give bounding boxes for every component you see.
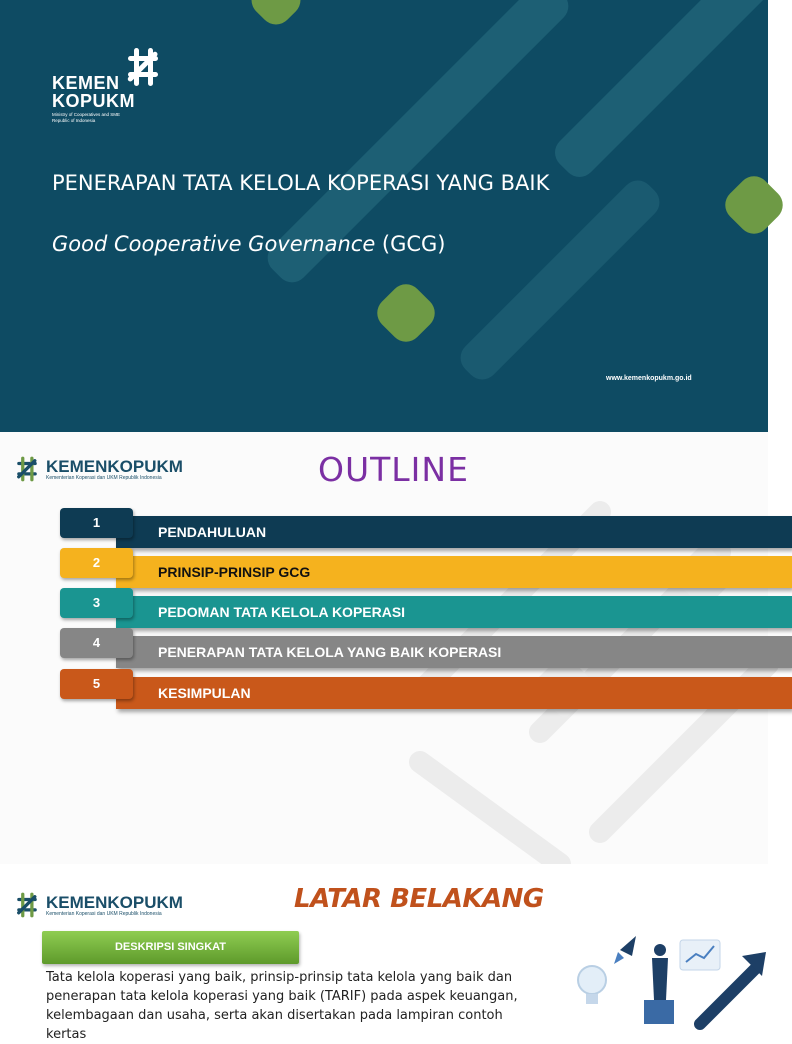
stripe-decoration	[454, 174, 666, 386]
presentation-title: PENERAPAN TATA KELOLA KOPERASI YANG BAIK	[52, 171, 550, 195]
outline-number-badge	[60, 628, 133, 658]
outline-item	[60, 588, 740, 632]
outline-number: 2	[92, 555, 101, 570]
logo-sub-line-2: Republic of Indonesia	[52, 118, 96, 123]
outline-slide	[0, 432, 768, 864]
website-url: www.kemenkopukm.go.id	[606, 375, 692, 382]
outline-item	[60, 508, 740, 552]
presentation-subtitle	[52, 229, 446, 260]
logo-line-1: KEMEN	[52, 73, 120, 93]
logo-line-2: KOPUKM	[52, 91, 135, 111]
subtitle-italic: Good Cooperative Governance	[52, 232, 376, 256]
logo-subtext: Kementerian Koperasi dan UKM Republik Indonesia	[46, 475, 162, 481]
outline-number-badge	[60, 548, 133, 578]
outline-item	[60, 548, 740, 592]
logo-text: KEMENKOPUKM	[46, 457, 183, 476]
stripe-decoration	[548, 0, 791, 184]
logo-sub-line-1: Ministry of Cooperatives and SME	[52, 112, 121, 117]
green-diamond-decoration	[719, 170, 790, 241]
outline-number-badge	[60, 508, 133, 538]
logo-subtext	[52, 112, 120, 124]
lightbulb-icon	[578, 966, 606, 1004]
logo-text: KEMENKOPUKM	[46, 893, 183, 912]
description-text: Tata kelola koperasi yang baik, prinsip-prinsip tata kelola yang baik dan penerapan tata kelola koperasi yang baik (TARIF) pada aspek keuangan, kelembagaan dan usaha, serta akan disertakan pada lampiran contoh kertas	[46, 970, 518, 1042]
outline-number: 5	[92, 676, 101, 691]
outline-number-badge	[60, 669, 133, 699]
outline-title: OUTLINE	[318, 450, 469, 489]
outline-number: 4	[92, 635, 101, 650]
outline-label: KESIMPULAN	[158, 685, 251, 701]
outline-number: 1	[92, 515, 101, 530]
outline-item	[60, 669, 740, 713]
description-button-label: DESKRIPSI SINGKAT	[114, 941, 227, 953]
slide-title: LATAR BELAKANG	[294, 884, 544, 914]
subtitle-suffix: (GCG)	[375, 232, 446, 256]
kemenkop-mark-icon	[12, 890, 42, 920]
background-slide	[0, 864, 768, 1042]
green-diamond-decoration	[245, 0, 307, 31]
description-button[interactable]	[42, 931, 299, 964]
outline-number-badge	[60, 588, 133, 618]
outline-item	[60, 628, 740, 672]
businessman-icon	[644, 944, 674, 1024]
green-diamond-decoration	[371, 278, 442, 349]
chart-panel-icon	[680, 940, 720, 970]
outline-label: PEDOMAN TATA KELOLA KOPERASI	[158, 604, 406, 620]
outline-label: PENDAHULUAN	[158, 524, 267, 540]
logo-subtext: Kementerian Koperasi dan UKM Republik Indonesia	[46, 911, 162, 917]
outline-label: PRINSIP-PRINSIP GCG	[158, 564, 311, 580]
title-slide	[0, 0, 768, 432]
growth-illustration	[560, 930, 768, 1024]
kemenkop-mark-icon	[12, 454, 42, 484]
rocket-icon	[614, 936, 636, 964]
outline-number: 3	[92, 595, 101, 610]
logo-text	[52, 74, 135, 110]
outline-label: PENERAPAN TATA KELOLA YANG BAIK KOPERASI	[158, 644, 502, 660]
